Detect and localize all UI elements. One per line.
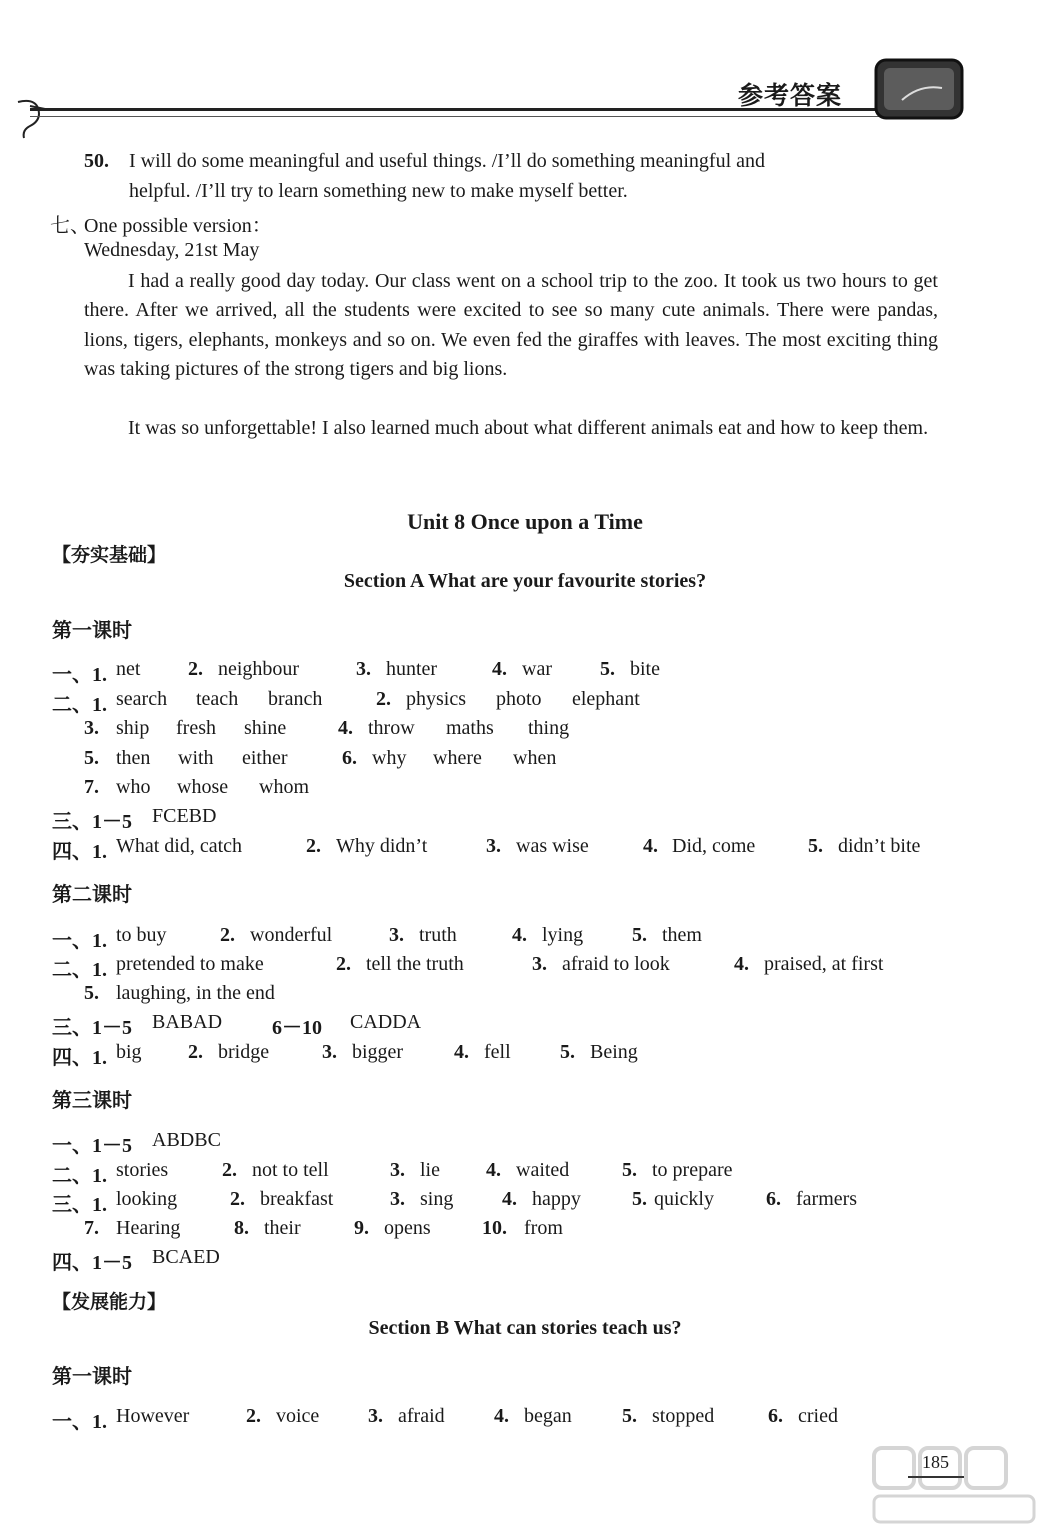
- page-header: [0, 0, 1050, 140]
- answer: whose: [177, 776, 229, 798]
- answer: not to tell: [252, 1159, 329, 1181]
- answer: What did, catch: [116, 835, 243, 857]
- section-seven-label: 七、: [50, 215, 90, 237]
- answer: search: [116, 688, 168, 710]
- answer: lie: [420, 1159, 440, 1181]
- answer-label: 二、1.: [52, 1165, 107, 1187]
- answer-number: 3.: [356, 658, 371, 680]
- answer: quickly: [654, 1188, 714, 1210]
- answer: waited: [516, 1159, 570, 1181]
- answer: stopped: [652, 1405, 715, 1427]
- answer-number: 5.: [808, 835, 823, 857]
- chalkboard-icon: [872, 54, 968, 126]
- answer: pretended to make: [116, 953, 264, 975]
- answer-number: 2.: [222, 1159, 237, 1181]
- answer-number: 2.: [306, 835, 321, 857]
- answer-label: 一、1.: [52, 1411, 107, 1433]
- section-b-title: Section B What can stories teach us?: [368, 1317, 682, 1339]
- answer-number: 9.: [354, 1217, 369, 1239]
- answer-label: 一、1.: [52, 664, 107, 686]
- section-a-title: Section A What are your favourite stories?: [343, 570, 707, 592]
- answer: with: [178, 747, 214, 769]
- answer: hunter: [386, 658, 438, 680]
- answer-number: 4.: [512, 924, 527, 946]
- answer: laughing, in the end: [116, 982, 275, 1004]
- answer: fell: [484, 1041, 511, 1063]
- answer-number: 3.: [389, 924, 404, 946]
- answer: cried: [798, 1405, 838, 1427]
- answer-number: 3.: [368, 1405, 383, 1427]
- answer-number: 3.: [390, 1159, 405, 1181]
- answer-number: 4.: [494, 1405, 509, 1427]
- answer: where: [433, 747, 482, 769]
- answer: thing: [528, 717, 570, 739]
- lesson-heading: 第二课时: [52, 882, 132, 906]
- answer: afraid: [398, 1405, 445, 1427]
- answer: photo: [496, 688, 542, 710]
- q50-number: 50.: [84, 150, 109, 172]
- answer: to prepare: [652, 1159, 733, 1181]
- answer: tell the truth: [366, 953, 464, 975]
- answer-number: 4.: [492, 658, 507, 680]
- answer: wonderful: [250, 924, 333, 946]
- answer-label: 四、1.: [52, 841, 107, 863]
- answer-number: 5.: [622, 1405, 637, 1427]
- answer-number: 5.: [84, 747, 99, 769]
- answer: farmers: [796, 1188, 858, 1210]
- answer-number: 4.: [486, 1159, 501, 1181]
- answer-number: 5.: [632, 1188, 647, 1210]
- answer: bigger: [352, 1041, 404, 1063]
- answer-number: 4.: [643, 835, 658, 857]
- answer: truth: [419, 924, 457, 946]
- answer-number: 4.: [734, 953, 749, 975]
- q50-line-1: I will do some meaningful and useful things. /I’ll do something meaningful and: [129, 150, 766, 172]
- answer: whom: [259, 776, 309, 798]
- answer-number: 5.: [600, 658, 615, 680]
- answer-number: 6.: [766, 1188, 781, 1210]
- answer-label: 三、1－5: [52, 1017, 132, 1039]
- answer: stories: [116, 1159, 169, 1181]
- answer: BABAD: [152, 1011, 223, 1033]
- answer: bite: [630, 658, 660, 680]
- answer-number: 5.: [632, 924, 647, 946]
- answer-number: 6.: [768, 1405, 783, 1427]
- diary-date: Wednesday, 21st May: [84, 239, 260, 261]
- answer: happy: [532, 1188, 581, 1210]
- answer: their: [264, 1217, 301, 1239]
- answer: Why didn’t: [336, 835, 428, 857]
- answer: looking: [116, 1188, 178, 1210]
- answer-number: 7.: [84, 776, 99, 798]
- answer-label: 一、1－5: [52, 1135, 132, 1157]
- answer: ABDBC: [152, 1129, 221, 1151]
- answer: shine: [244, 717, 287, 739]
- answer-number: 3.: [390, 1188, 405, 1210]
- answer-number: 4.: [338, 717, 353, 739]
- answer: bridge: [218, 1041, 270, 1063]
- answer: However: [116, 1405, 190, 1427]
- diary-paragraph-1-text: I had a really good day today. Our class went on a school trip to the zoo. It took us two hours to get there. After we arrived, all the students were excited to see so many cute animals. There were pandas, lions, tigers, elephants, monkeys and so on. We even fed the giraffes with leaves. The most exciting thing was taking pictures of the strong tigers and big lions.: [84, 270, 938, 381]
- answer-label: 三、1.: [52, 1194, 107, 1216]
- answer-label: 一、1.: [52, 930, 107, 952]
- answer: fresh: [176, 717, 216, 739]
- answer-number: 10.: [482, 1217, 507, 1239]
- answer-label: 二、1.: [52, 959, 107, 981]
- answer: began: [524, 1405, 572, 1427]
- header-rule-thin: [30, 116, 890, 117]
- answer: Hearing: [116, 1217, 181, 1239]
- answer: branch: [268, 688, 323, 710]
- diary-paragraph-2: [84, 414, 938, 443]
- lesson-heading: 第三课时: [52, 1088, 132, 1112]
- answer-number: 2.: [188, 1041, 203, 1063]
- answer-number: 2.: [230, 1188, 245, 1210]
- flourish-icon: [16, 96, 56, 140]
- answer: afraid to look: [562, 953, 670, 975]
- answer-number: 5.: [84, 982, 99, 1004]
- answer-number: 3.: [486, 835, 501, 857]
- answer: lying: [542, 924, 584, 946]
- answer-number: 5.: [622, 1159, 637, 1181]
- answer: Being: [590, 1041, 638, 1063]
- header-title: 参考答案: [738, 81, 843, 110]
- answer: big: [116, 1041, 142, 1063]
- answer-number: 2.: [220, 924, 235, 946]
- diary-paragraph-1: [84, 267, 938, 385]
- answer-number: 2.: [246, 1405, 261, 1427]
- answer-number: 4.: [454, 1041, 469, 1063]
- answer-number: 3.: [532, 953, 547, 975]
- answer-number: 2.: [336, 953, 351, 975]
- section-seven-text: One possible version：: [84, 215, 272, 237]
- answer-number: 2.: [376, 688, 391, 710]
- watermark-logo: [868, 1442, 1040, 1528]
- answer-number: 8.: [234, 1217, 249, 1239]
- section-develop: 【发展能力】: [52, 1291, 167, 1313]
- answer-number: 7.: [84, 1217, 99, 1239]
- answer: breakfast: [260, 1188, 334, 1210]
- answer: sing: [420, 1188, 454, 1210]
- answer: opens: [384, 1217, 431, 1239]
- answer: didn’t bite: [838, 835, 921, 857]
- answer-label: 三、1－5: [52, 811, 132, 833]
- answer: then: [116, 747, 151, 769]
- answer-label: 四、1.: [52, 1047, 107, 1069]
- answer-number: 3.: [84, 717, 99, 739]
- section-basic: 【夯实基础】: [52, 544, 167, 566]
- unit-title: Unit 8 Once upon a Time: [407, 509, 643, 534]
- answer: physics: [406, 688, 466, 710]
- answer: either: [242, 747, 288, 769]
- lesson-heading: 第一课时: [52, 1364, 132, 1388]
- answer: Did, come: [672, 835, 756, 857]
- answer: who: [116, 776, 151, 798]
- answer-number: 5.: [560, 1041, 575, 1063]
- answer: praised, at first: [764, 953, 884, 975]
- answer: voice: [276, 1405, 320, 1427]
- answer-label: 四、1－5: [52, 1252, 132, 1274]
- answer: neighbour: [218, 658, 300, 680]
- answer: when: [513, 747, 557, 769]
- answer-label: 二、1.: [52, 694, 107, 716]
- answer: CADDA: [350, 1011, 422, 1033]
- answer: maths: [446, 717, 494, 739]
- answer: why: [372, 747, 407, 769]
- answer: war: [522, 658, 552, 680]
- answer-number: 3.: [322, 1041, 337, 1063]
- answer: them: [662, 924, 702, 946]
- answer: elephant: [572, 688, 640, 710]
- answer: ship: [116, 717, 150, 739]
- answer: to buy: [116, 924, 167, 946]
- answer: was wise: [516, 835, 589, 857]
- page-number: 185: [922, 1452, 949, 1472]
- lesson-heading: 第一课时: [52, 618, 132, 642]
- answer: net: [116, 658, 141, 680]
- answer: from: [524, 1217, 563, 1239]
- answer: teach: [196, 688, 239, 710]
- answer: BCAED: [152, 1246, 220, 1268]
- answer-number: 4.: [502, 1188, 517, 1210]
- answer: FCEBD: [152, 805, 217, 827]
- answer-label: 6－10: [272, 1017, 322, 1039]
- answer-number: 6.: [342, 747, 357, 769]
- answer-number: 2.: [188, 658, 203, 680]
- answer: throw: [368, 717, 415, 739]
- diary-paragraph-2-text: It was so unforgettable! I also learned much about what different animals eat and how to keep them.: [128, 417, 929, 439]
- q50-line-2: helpful. /I’ll try to learn something new to make myself better.: [129, 180, 628, 202]
